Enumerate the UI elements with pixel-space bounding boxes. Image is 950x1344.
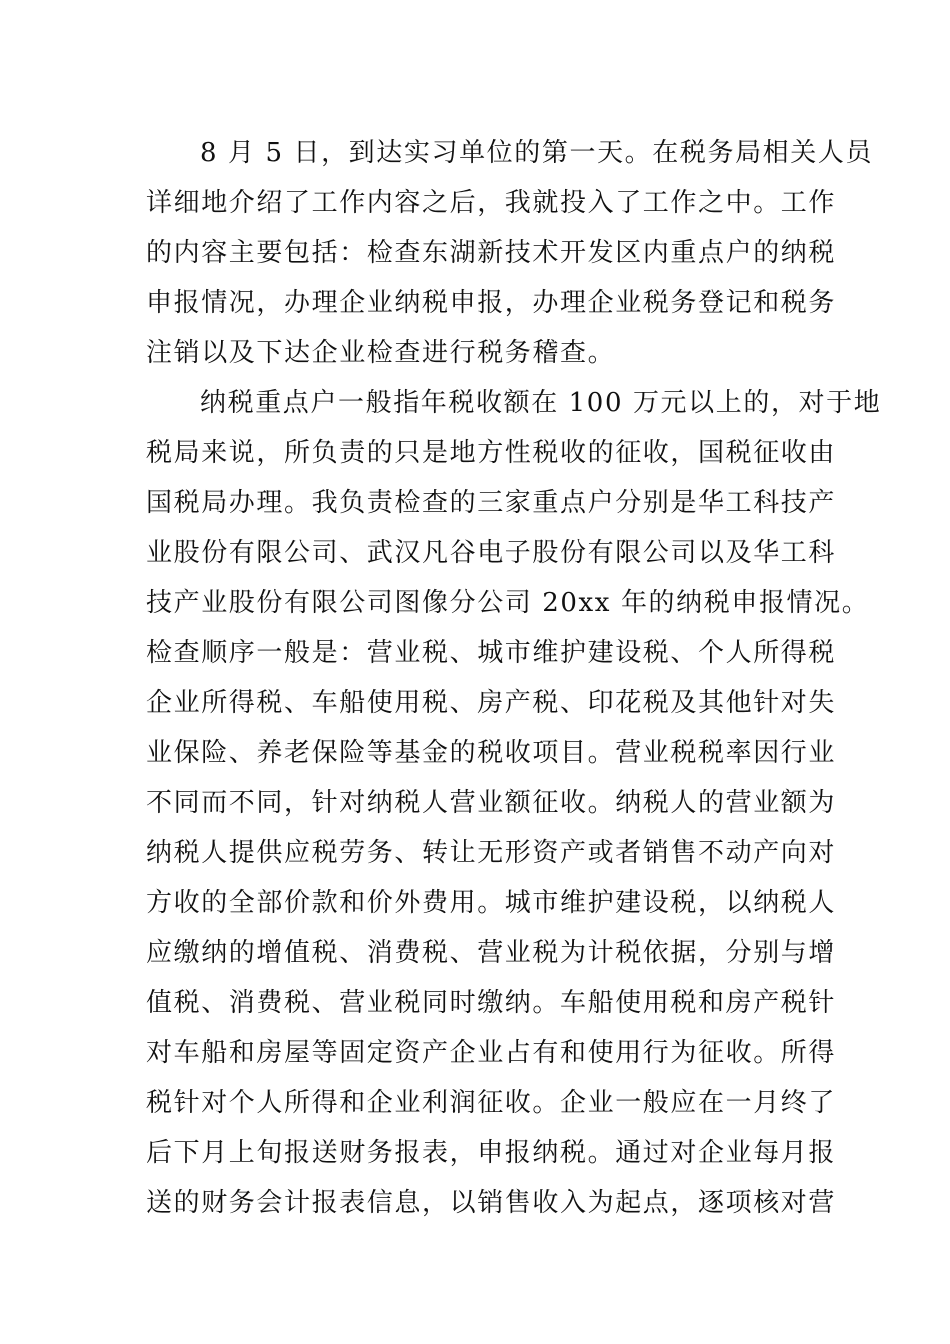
text-line-1: 8 月 5 日，到达实习单位的第一天。在税务局相关人员 xyxy=(200,138,874,168)
text-line-21: 后下月上旬报送财务报表，申报纳税。通过对企业每月报 xyxy=(146,1138,837,1168)
text-line-20: 税针对个人所得和企业利润征收。企业一般应在一月终了 xyxy=(146,1088,837,1118)
text-line-18: 值税、消费税、营业税同时缴纳。车船使用税和房产税针 xyxy=(146,988,837,1018)
text-line-10: 技产业股份有限公司图像分公司 20xx 年的纳税申报情况。 xyxy=(146,588,870,618)
text-line-22: 送的财务会计报表信息，以销售收入为起点，逐项核对营 xyxy=(146,1188,837,1218)
text-line-2: 详细地介绍了工作内容之后，我就投入了工作之中。工作 xyxy=(146,188,837,218)
text-line-8: 国税局办理。我负责检查的三家重点户分别是华工科技产 xyxy=(146,488,837,518)
text-line-13: 业保险、养老保险等基金的税收项目。营业税税率因行业 xyxy=(146,738,837,768)
text-line-5: 注销以及下达企业检查进行税务稽查。 xyxy=(146,338,616,368)
text-line-9: 业股份有限公司、武汉凡谷电子股份有限公司以及华工科 xyxy=(146,538,837,568)
text-line-6: 纳税重点户一般指年税收额在 100 万元以上的，对于地 xyxy=(200,388,882,418)
text-line-16: 方收的全部价款和价外费用。城市维护建设税，以纳税人 xyxy=(146,888,837,918)
text-line-3: 的内容主要包括：检查东湖新技术开发区内重点户的纳税 xyxy=(146,238,837,268)
text-line-14: 不同而不同，针对纳税人营业额征收。纳税人的营业额为 xyxy=(146,788,837,818)
text-line-12: 企业所得税、车船使用税、房产税、印花税及其他针对失 xyxy=(146,688,837,718)
text-line-4: 申报情况，办理企业纳税申报，办理企业税务登记和税务 xyxy=(146,288,837,318)
text-line-19: 对车船和房屋等固定资产企业占有和使用行为征收。所得 xyxy=(146,1038,837,1068)
text-line-17: 应缴纳的增值税、消费税、营业税为计税依据，分别与增 xyxy=(146,938,837,968)
text-line-7: 税局来说，所负责的只是地方性税收的征收，国税征收由 xyxy=(146,438,837,468)
document-body xyxy=(146,128,882,1228)
text-line-15: 纳税人提供应税劳务、转让无形资产或者销售不动产向对 xyxy=(146,838,837,868)
text-line-11: 检查顺序一般是：营业税、城市维护建设税、个人所得税 xyxy=(146,638,837,668)
